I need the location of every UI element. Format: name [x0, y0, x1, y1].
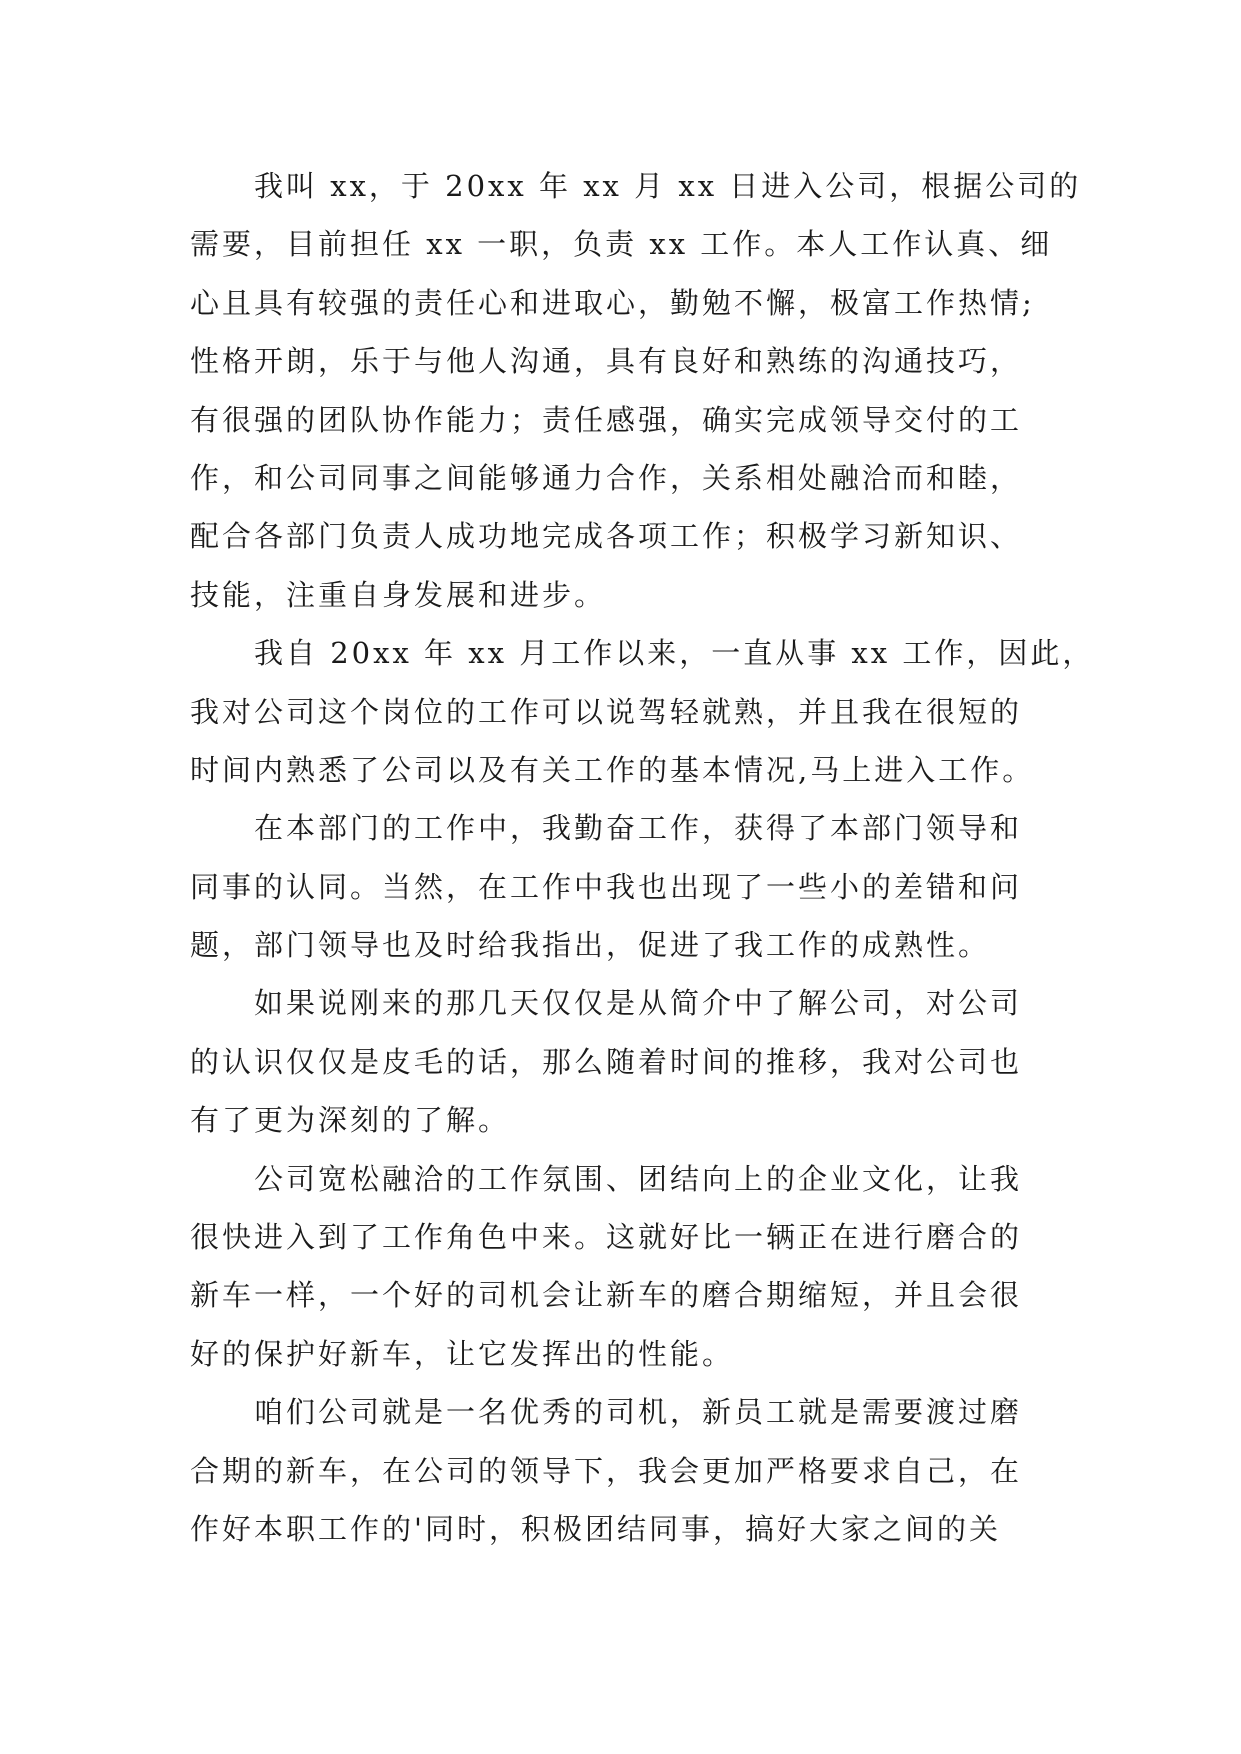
paragraph-3-line-1: 在本部门的工作中，我勤奋工作，获得了本部门领导和: [254, 811, 1023, 846]
paragraph-5-line-2: 很快进入到了工作角色中来。这就好比一辆正在进行磨合的: [190, 1220, 1023, 1255]
paragraph-6-line-1: 咱们公司就是一名优秀的司机，新员工就是需要渡过磨: [254, 1395, 1023, 1430]
paragraph-2-line-2: 我对公司这个岗位的工作可以说驾轻就熟，并且我在很短的: [190, 694, 1023, 729]
paragraph-4-line-3: 有了更为深刻的了解。: [190, 1103, 511, 1138]
paragraph-2-line-1: 我自 20xx 年 xx 月工作以来，一直从事 xx 工作，因此，: [254, 636, 1095, 671]
paragraph-6-line-3: 作好本职工作的'同时，积极团结同事，搞好大家之间的关: [190, 1511, 1001, 1546]
paragraph-3-line-2: 同事的认同。当然，在工作中我也出现了一些小的差错和问: [190, 869, 1023, 904]
paragraph-2-line-3: 时间内熟悉了公司以及有关工作的基本情况,马上进入工作。: [190, 752, 1035, 787]
document-body: [190, 157, 1095, 1558]
paragraph-1-line-8: 技能，注重自身发展和进步。: [190, 577, 607, 612]
paragraph-1-line-5: 有很强的团队协作能力；责任感强，确实完成领导交付的工: [190, 402, 1023, 437]
paragraph-5-line-4: 好的保护好新车，让它发挥出的性能。: [190, 1336, 735, 1371]
paragraph-1-line-7: 配合各部门负责人成功地完成各项工作；积极学习新知识、: [190, 519, 1023, 554]
paragraph-6-line-2: 合期的新车，在公司的领导下，我会更加严格要求自己，在: [190, 1453, 1023, 1488]
paragraph-4-line-2: 的认识仅仅是皮毛的话，那么随着时间的推移，我对公司也: [190, 1044, 1023, 1079]
paragraph-5-line-1: 公司宽松融洽的工作氛围、团结向上的企业文化，让我: [254, 1161, 1023, 1196]
paragraph-1-line-1: 我叫 xx，于 20xx 年 xx 月 xx 日进入公司，根据公司的: [254, 169, 1082, 203]
paragraph-5-line-3: 新车一样，一个好的司机会让新车的磨合期缩短，并且会很: [190, 1278, 1023, 1313]
paragraph-1-line-4: 性格开朗，乐于与他人沟通，具有良好和熟练的沟通技巧，: [190, 344, 1023, 379]
paragraph-1-line-3: 心且具有较强的责任心和进取心，勤勉不懈，极富工作热情;: [190, 285, 1035, 320]
paragraph-1-line-6: 作，和公司同事之间能够通力合作，关系相处融洽而和睦，: [190, 460, 1023, 495]
paragraph-3-line-3: 题，部门领导也及时给我指出，促进了我工作的成熟性。: [190, 928, 991, 963]
paragraph-4-line-1: 如果说刚来的那几天仅仅是从简介中了解公司，对公司: [254, 986, 1023, 1021]
paragraph-1-line-2: 需要，目前担任 xx 一职，负责 xx 工作。本人工作认真、细: [190, 227, 1053, 262]
